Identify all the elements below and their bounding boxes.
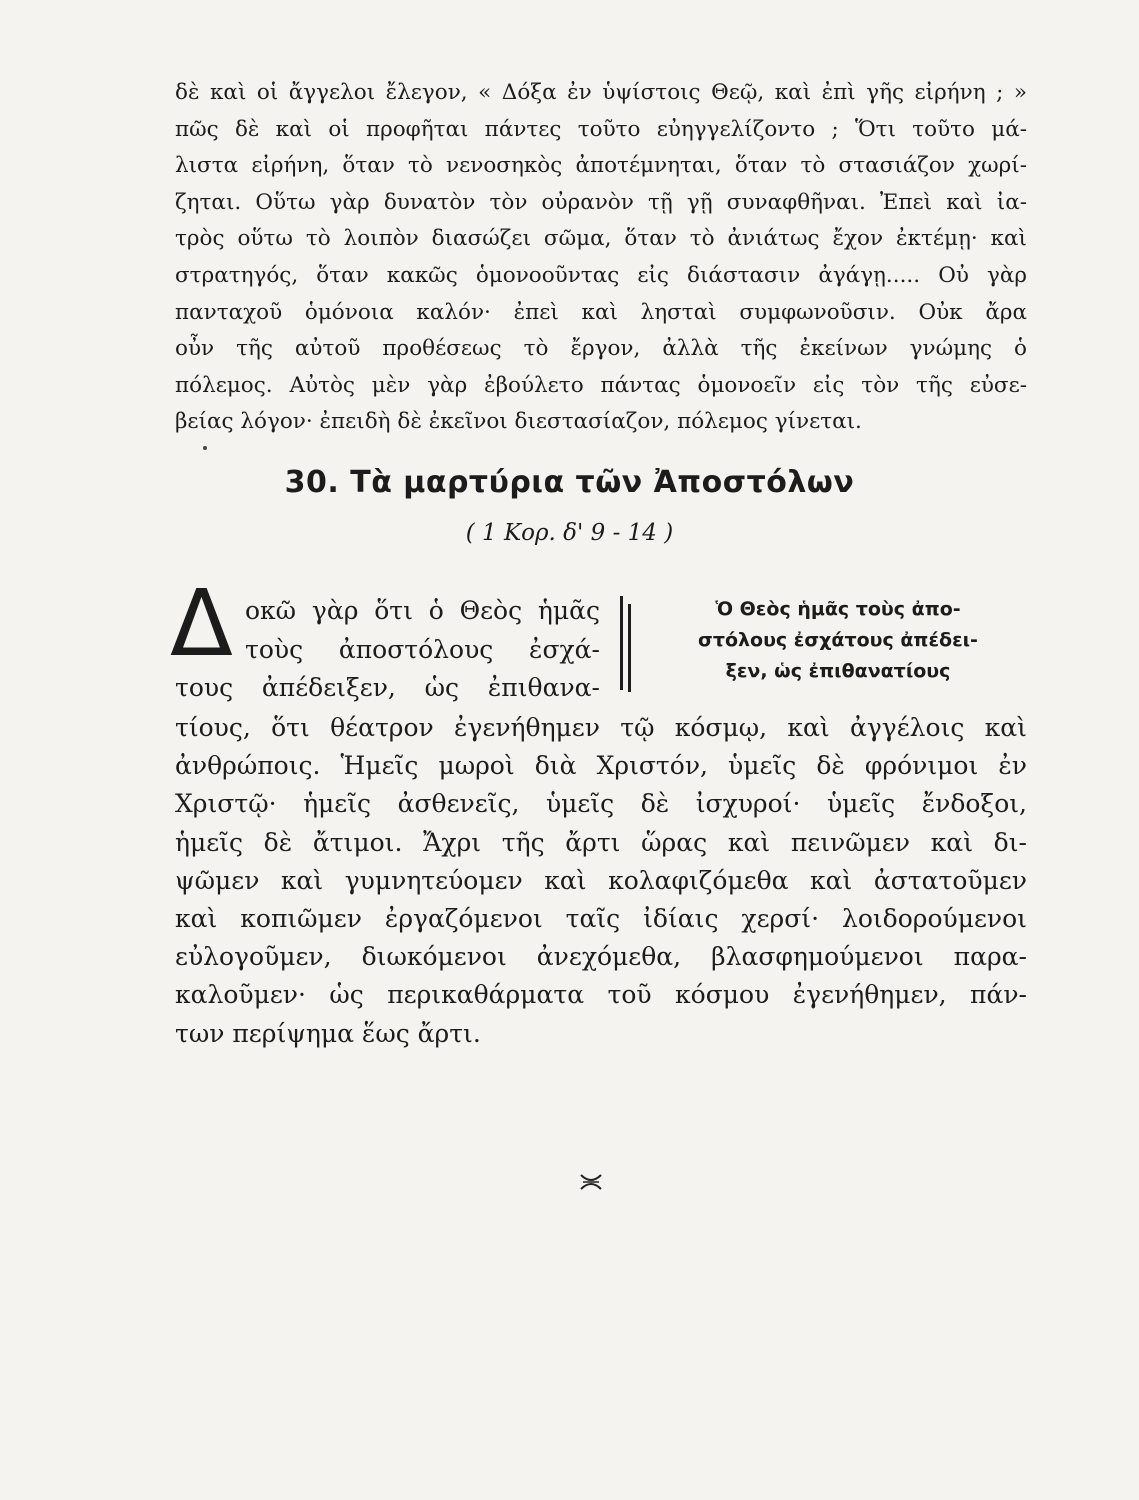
intro-line: πανταχοῦ ὁμόνοια καλόν· ἐπεὶ καὶ λησταὶ συμφωνοῦσιν. Οὐκ ἄρα bbox=[175, 299, 1027, 325]
main-line: εὐλογοῦμεν, διωκόμενοι ἀνεχόμεθα, βλασφημούμενοι παρα- bbox=[175, 942, 1027, 972]
scripture-reference: ( 1 Κορ. δ' 9 - 14 ) bbox=[465, 520, 674, 546]
side-note-line: ξεν, ὡς ἐπιθανατίους bbox=[725, 660, 951, 682]
stray-dot bbox=[203, 446, 207, 450]
intro-line: πῶς δὲ καὶ οἱ προφῆται πάντες τοῦτο εὐηγγελίζοντο ; Ὅτι τοῦτο μά- bbox=[175, 116, 1027, 142]
sidebar-rule bbox=[628, 604, 631, 692]
main-line: ἡμεῖς δὲ ἄτιμοι. Ἄχρι τῆς ἄρτι ὥρας καὶ πεινῶμεν καὶ δι- bbox=[175, 827, 1027, 857]
opening-line: οκῶ γὰρ ὅτι ὁ Θεὸς ἡμᾶς bbox=[245, 596, 600, 625]
drop-cap: Δ bbox=[170, 570, 233, 677]
side-note-line: Ὁ Θεὸς ἡμᾶς τοὺς ἀπο- bbox=[715, 598, 961, 620]
intro-line: στρατηγός, ὅταν κακῶς ὁμονοοῦντας εἰς διάστασιν ἀγάγῃ..... Οὐ γὰρ bbox=[175, 262, 1027, 288]
main-line: καὶ κοπιῶμεν ἐργαζόμενοι ταῖς ἰδίαις χερσί· λοιδορούμενοι bbox=[175, 904, 1027, 934]
main-line: ἀνθρώποις. Ἡμεῖς μωροὶ διὰ Χριστόν, ὑμεῖς δὲ φρόνιμοι ἐν bbox=[175, 751, 1027, 781]
main-paragraph bbox=[175, 709, 1027, 1053]
intro-line: τρὸς οὕτω τὸ λοιπὸν διασώζει σῶμα, ὅταν τὸ ἀνιάτως ἔχον ἐκτέμῃ· καὶ bbox=[175, 226, 1027, 252]
intro-line: λιστα εἰρήνη, ὅταν τὸ νενοσηκὸς ἀποτέμνηται, ὅταν τὸ στασιάζον χωρί- bbox=[175, 153, 1027, 179]
side-note bbox=[648, 594, 1028, 687]
main-line: Χριστῷ· ἡμεῖς ἀσθενεῖς, ὑμεῖς δὲ ἰσχυροί· ὑμεῖς ἔνδοξοι, bbox=[175, 789, 1027, 819]
opening-lines bbox=[175, 592, 600, 708]
main-line: καλοῦμεν· ὡς περικαθάρματα τοῦ κόσμου ἐγενήθημεν, πάν- bbox=[175, 980, 1027, 1010]
intro-paragraph bbox=[175, 75, 1027, 441]
opening-line: τους ἀπέδειξεν, ὡς ἐπιθανα- bbox=[175, 673, 600, 702]
sidebar-rule bbox=[620, 596, 623, 690]
ornament-icon-svg bbox=[578, 1171, 604, 1193]
intro-line: δὲ καὶ οἱ ἄγγελοι ἔλεγον, « Δόξα ἐν ὑψίστοις Θεῷ, καὶ ἐπὶ γῆς εἰρήνη ; » bbox=[175, 80, 1027, 105]
main-line: τίους, ὅτι θέατρον ἐγενήθημεν τῷ κόσμῳ, καὶ ἀγγέλοις καὶ bbox=[175, 713, 1027, 742]
opening-line: τοὺς ἀποστόλους ἐσχά- bbox=[245, 634, 600, 664]
ornament-icon bbox=[578, 1170, 604, 1200]
section-heading: 30. Τὰ μαρτύρια τῶν Ἀποστόλων bbox=[284, 465, 855, 500]
side-note-line: στόλους ἐσχάτους ἀπέδει- bbox=[698, 629, 978, 651]
intro-line: οὖν τῆς αὐτοῦ προθέσεως τὸ ἔργον, ἀλλὰ τῆς ἐκείνων γνώμης ὁ bbox=[175, 336, 1027, 362]
intro-line: πόλεμος. Αὐτὸς μὲν γὰρ ἐβούλετο πάντας ὁμονοεῖν εἰς τὸν τῆς εὐσε- bbox=[175, 372, 1027, 398]
intro-line: ζηται. Οὕτω γὰρ δυνατὸν τὸν οὐρανὸν τῇ γῇ συναφθῆναι. Ἐπεὶ καὶ ἰα- bbox=[175, 189, 1027, 215]
main-line: ψῶμεν καὶ γυμνητεύομεν καὶ κολαφιζόμεθα καὶ ἀστατοῦμεν bbox=[175, 865, 1027, 895]
main-line: των περίψημα ἕως ἄρτι. bbox=[175, 1018, 481, 1048]
intro-line: βείας λόγον· ἐπειδὴ δὲ ἐκεῖνοι διεστασίαζον, πόλεμος γίνεται. bbox=[175, 409, 862, 435]
